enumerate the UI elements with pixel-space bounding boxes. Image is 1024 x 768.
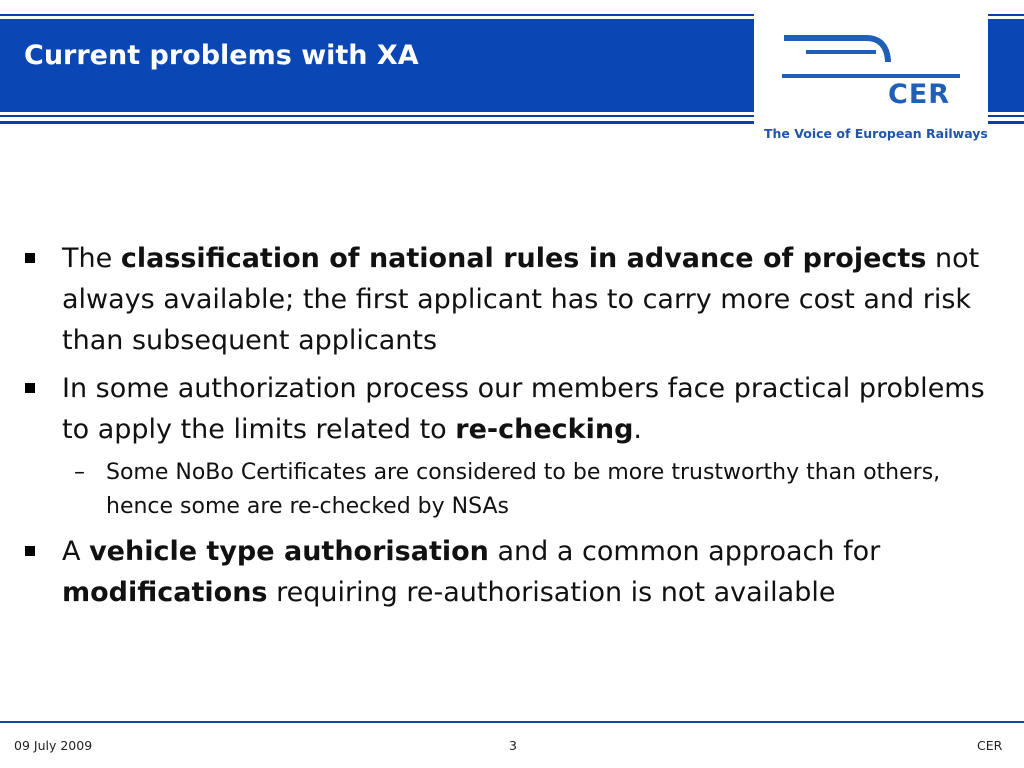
bullet-plain-text: In some authorization process our members face practical problems to apply the limits related to — [62, 373, 985, 445]
bullet-plain-text: not always available; the first applicant has to carry more cost and risk than subsequent applicants — [62, 243, 980, 356]
bullet-marker-icon — [25, 546, 35, 556]
title-band-right — [988, 19, 1024, 112]
bullet-text — [62, 238, 992, 361]
bullet-plain-text: and a common approach for — [488, 536, 881, 567]
footer-divider — [0, 721, 1024, 723]
sub-bullet-text: Some NoBo Certificates are considered to be more trustworthy than others, hence some are re-checked by NSAs — [106, 460, 941, 519]
bullet-bold-text: vehicle type authorisation — [89, 536, 489, 567]
bullet-plain-text: . — [633, 414, 643, 445]
bullet-plain-text: The — [62, 243, 121, 274]
footer-page-number: 3 — [509, 738, 517, 753]
bullet-bold-text: re-checking — [455, 414, 634, 445]
bullet-text — [62, 531, 992, 613]
bullet-plain-text: requiring re-authorisation is not available — [267, 577, 836, 608]
sub-bullet-marker: – — [74, 460, 85, 485]
bullet-bold-text: classification of national rules in advance of projects — [120, 243, 927, 274]
logo-text: CER — [888, 79, 951, 110]
footer-org: CER — [977, 738, 1003, 753]
bullet-plain-text: A — [62, 536, 90, 567]
tagline: The Voice of European Railways — [764, 126, 988, 141]
cer-train-logo-icon — [776, 30, 966, 80]
footer-date: 09 July 2009 — [14, 738, 93, 753]
bullet-marker-icon — [25, 253, 35, 263]
bullet-marker-icon — [25, 383, 35, 393]
slide-title: Current problems with XA — [24, 40, 419, 71]
bullet-text — [62, 368, 992, 450]
bullet-bold-text: modifications — [62, 577, 268, 608]
